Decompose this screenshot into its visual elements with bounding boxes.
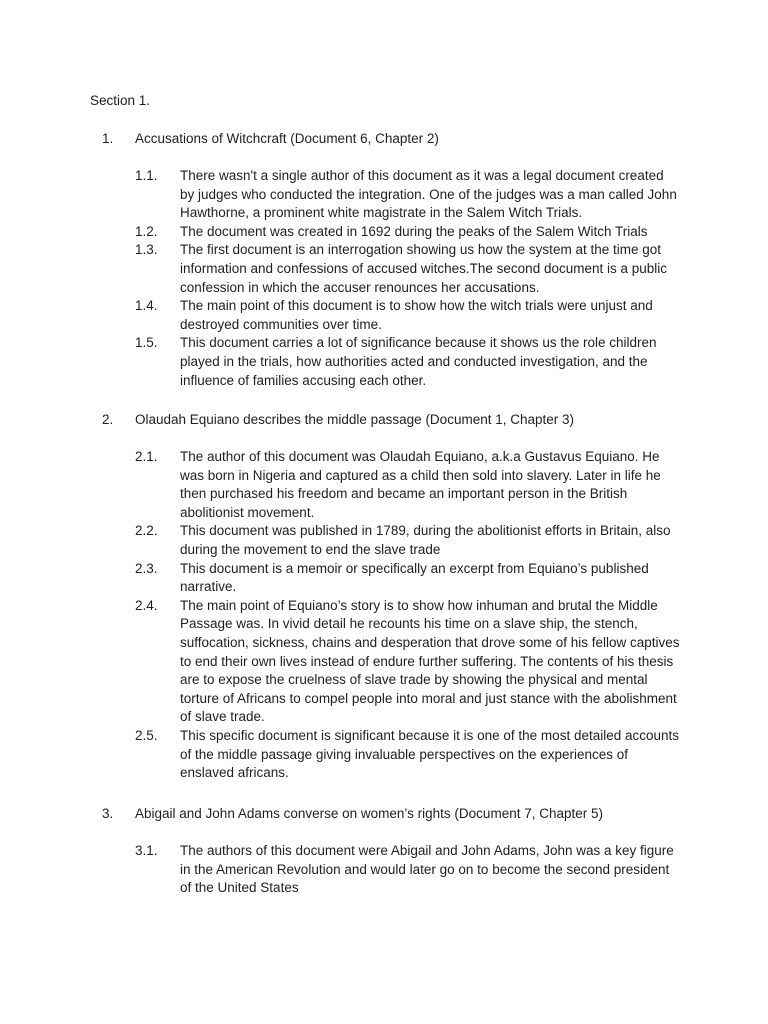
- item-text: The authors of this document were Abigail and John Adams, John was a key figure in the American Revolution and would later go on to become the second president of the United States: [180, 843, 674, 896]
- item-number: 1.2.: [135, 223, 158, 239]
- item-number: 1.3.: [135, 242, 158, 258]
- list-section-2: [0, 411, 768, 783]
- sub-list: [0, 448, 768, 783]
- section-heading: Accusations of Witchcraft (Document 6, Chapter 2): [135, 131, 439, 146]
- list-item: [0, 223, 680, 242]
- list-item: [0, 560, 680, 597]
- item-text: This document was published in 1789, during the abolitionist efforts in Britain, also during the movement to end the slave trade: [180, 523, 671, 557]
- sub-list: [0, 842, 768, 898]
- list-section-3: [0, 805, 768, 898]
- list-item: [0, 727, 680, 783]
- section-heading-row: [0, 411, 768, 430]
- section-number: 3.: [102, 806, 114, 821]
- section-heading: Olaudah Equiano describes the middle passage (Document 1, Chapter 3): [135, 412, 575, 427]
- list-item: [0, 241, 680, 297]
- item-text: This document carries a lot of significance because it shows us the role children played in the trials, how authorities acted and conducted investigation, and the influence of families accusing each other.: [180, 335, 657, 388]
- item-text: This document is a memoir or specifically an excerpt from Equiano’s published narrative.: [180, 560, 649, 595]
- item-text: The first document is an interrogation showing us how the system at the time got information and confessions of accused witches.The second document is a public confession in which the accuser renounces her accusations.: [180, 242, 668, 295]
- section-number: 2.: [102, 412, 114, 427]
- item-number: 1.5.: [135, 335, 158, 351]
- item-number: 1.4.: [135, 298, 158, 314]
- item-number: 1.1.: [135, 168, 158, 183]
- list-item: [0, 522, 680, 559]
- item-text: The author of this document was Olaudah Equiano, a.k.a Gustavus Equiano. He was born in Nigeria and captured as a child then sold into slavery. Later in life he then purchased his freedom and became an important person in the British abolitionist movement.: [180, 449, 661, 520]
- item-number: 2.4.: [135, 597, 158, 613]
- list-item: [0, 842, 680, 898]
- section-title: Section 1.: [90, 93, 151, 108]
- item-number: 2.2.: [135, 523, 158, 539]
- list-section-1: [0, 130, 768, 390]
- sub-list: [0, 167, 768, 390]
- item-text: The main point of Equiano’s story is to show how inhuman and brutal the Middle Passage was. In vivid detail he recounts his time on a slave ship, the stench, suffocation, sickness, chains and desperation that drove some of his fellow captives to end their own lives instead of endure further suffering. The contents of his thesis are to expose the cruelness of slave trade by showing the physical and mental torture of Africans to compel people into moral and just stance with the abolishment of slave trade.: [180, 597, 680, 725]
- item-number: 2.5.: [135, 727, 158, 743]
- section-heading-row: [0, 130, 768, 149]
- section-number: 1.: [102, 131, 114, 146]
- list-item: [0, 597, 680, 727]
- list-item: [0, 297, 680, 334]
- section-heading: Abigail and John Adams converse on women’s rights (Document 7, Chapter 5): [135, 806, 603, 821]
- list-item: [0, 334, 680, 390]
- item-number: 2.1.: [135, 449, 158, 464]
- item-text: The document was created in 1692 during the peaks of the Salem Witch Trials: [180, 223, 648, 239]
- item-text: There wasn't a single author of this document as it was a legal document created by judges who conducted the integration. One of the judges was a man called John Hawthorne, a prominent white magistrate in the Salem Witch Trials.: [180, 168, 677, 221]
- item-number: 2.3.: [135, 560, 158, 576]
- list-item: [0, 167, 680, 223]
- section-heading-row: [0, 805, 768, 824]
- item-text: The main point of this document is to show how the witch trials were unjust and destroyed communities over time.: [180, 298, 653, 332]
- item-number: 3.1.: [135, 843, 158, 858]
- item-text: This specific document is significant because it is one of the most detailed accounts of the middle passage giving invaluable perspectives on the experiences of enslaved africans.: [180, 727, 680, 781]
- list-item: [0, 448, 680, 522]
